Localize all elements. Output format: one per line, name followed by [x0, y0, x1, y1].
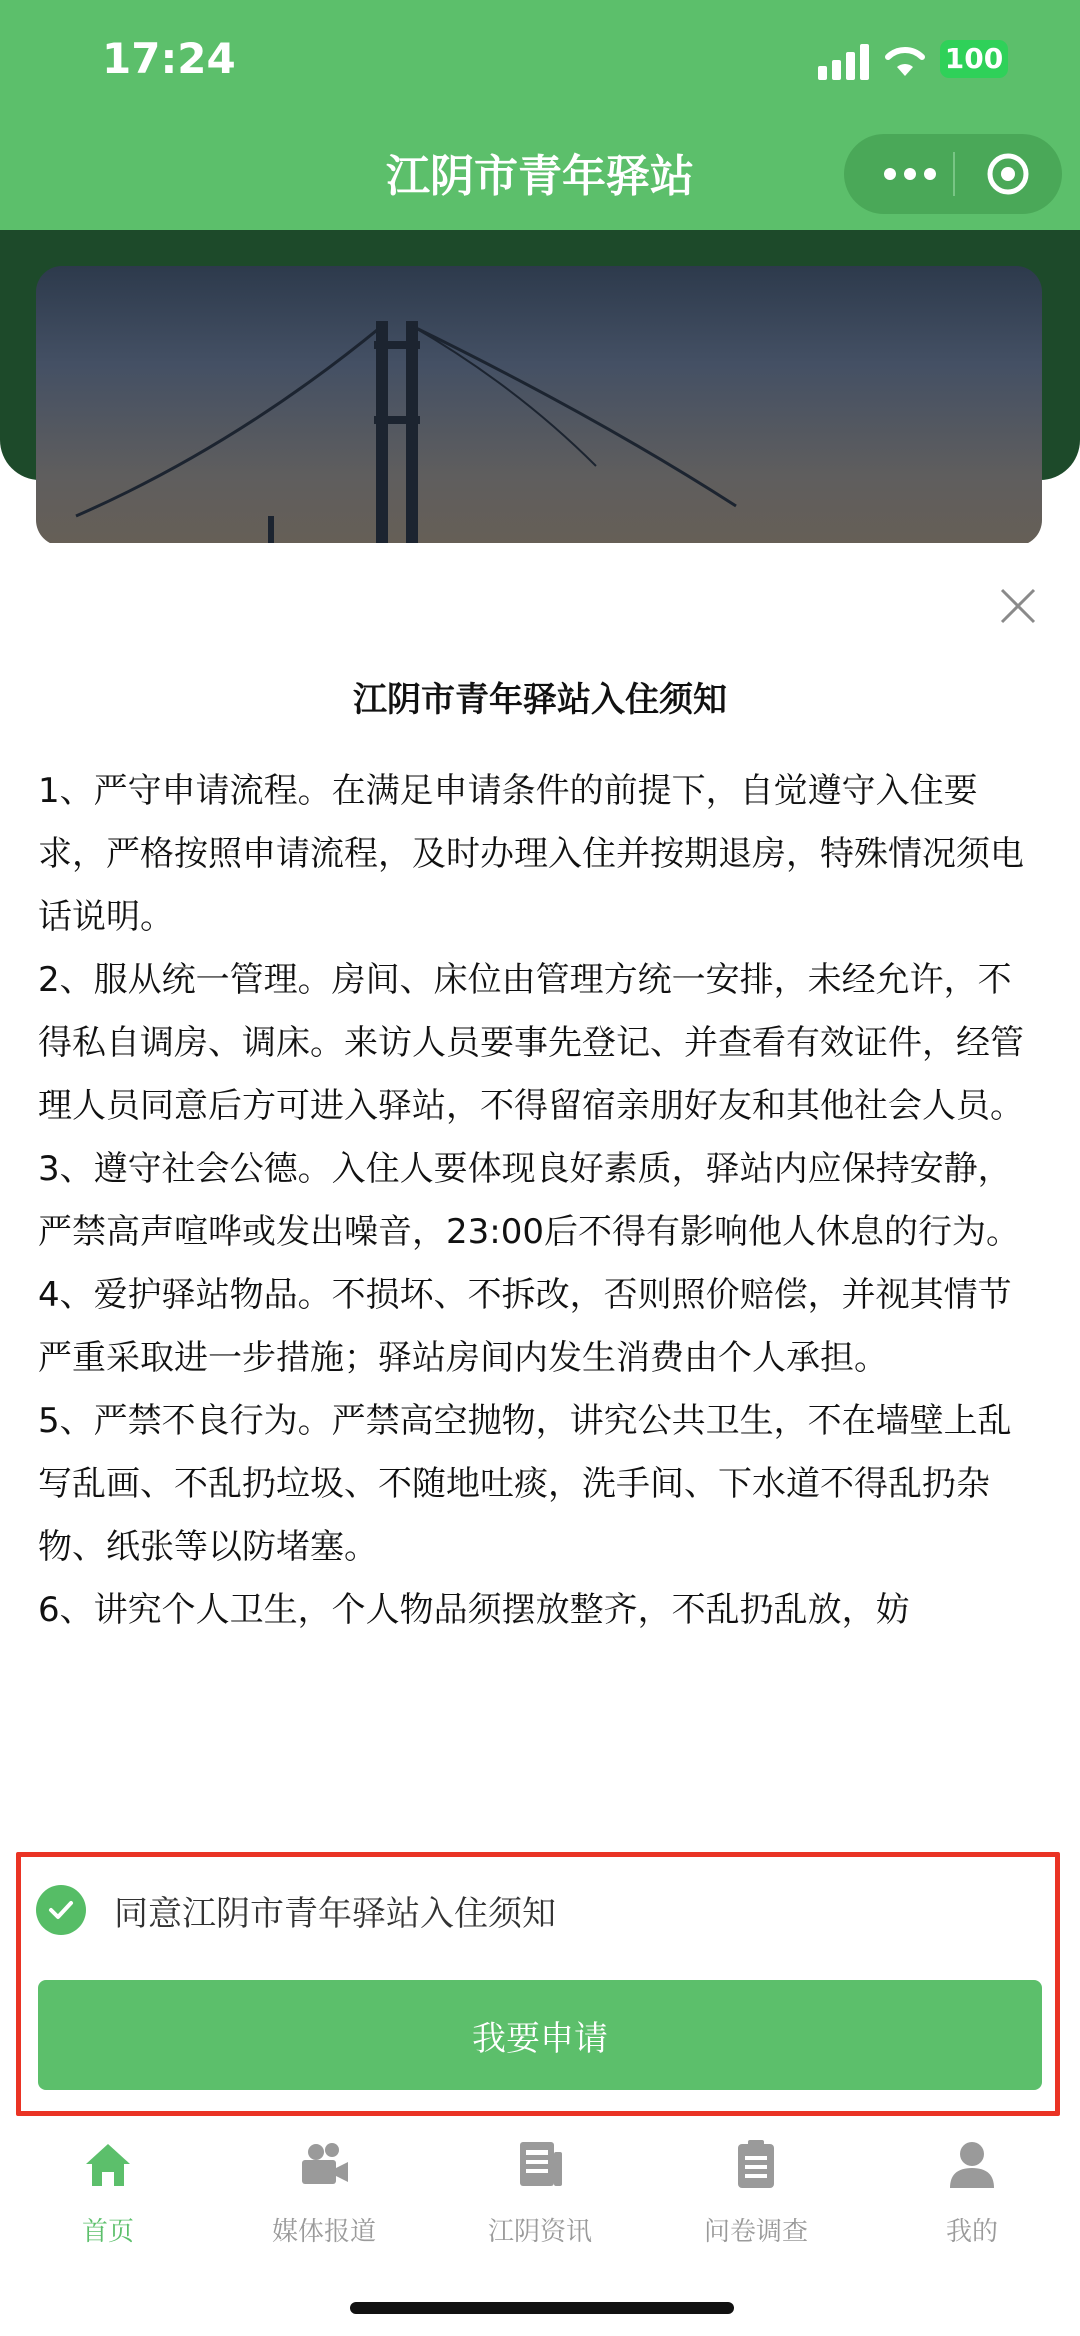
home-indicator [350, 2302, 734, 2314]
notice-paragraph: 2、服从统一管理。房间、床位由管理方统一安排，未经允许，不得私自调房、调床。来访人员要事先登记、并查看有效证件，经管理人员同意后方可进入驿站，不得留宿亲朋好友和其他社会人员。 [38, 960, 1024, 1126]
checked-icon[interactable] [36, 1885, 86, 1935]
bridge-illustration [36, 266, 1042, 546]
camera-icon [296, 2136, 352, 2192]
capsule-divider [953, 152, 955, 196]
clipboard-icon [728, 2136, 784, 2192]
notice-paragraph: 6、讲究个人卫生，个人物品须摆放整齐，不乱扔乱放，妨 [38, 1590, 910, 1630]
notice-content[interactable] [38, 760, 1042, 1810]
notice-paragraph: 1、严守申请流程。在满足申请条件的前提下，自觉遵守入住要求，严格按照申请流程，及时办理入住并按期退房，特殊情况须电话说明。 [38, 771, 1024, 937]
tab-label: 问卷调查 [703, 2217, 808, 2247]
agreement-label[interactable]: 同意江阴市青年驿站入住须知 [114, 1893, 556, 1934]
tab-label: 江阴资讯 [487, 2217, 592, 2247]
news-icon [512, 2136, 568, 2192]
notice-title: 江阴市青年驿站入住须知 [353, 680, 727, 720]
notice-paragraph: 3、遵守社会公德。入住人要体现良好素质，驿站内应保持安静，严禁高声喧哗或发出噪音，23:00后不得有影响他人休息的行为。 [38, 1149, 1020, 1252]
close-miniprogram-icon[interactable] [986, 152, 1030, 196]
battery-indicator: 100 [940, 40, 1008, 78]
user-icon [944, 2136, 1000, 2192]
tab-home[interactable] [0, 2136, 216, 2248]
home-icon [80, 2136, 136, 2192]
more-icon[interactable] [884, 168, 938, 182]
apply-button[interactable]: 我要申请 [38, 1980, 1042, 2090]
notice-paragraph: 5、严禁不良行为。严禁高空抛物，讲究公共卫生，不在墙壁上乱写乱画、不乱扔垃圾、不随地吐痰，洗手间、下水道不得乱扔杂物、纸张等以防堵塞。 [38, 1401, 1012, 1567]
miniprogram-capsule [844, 134, 1062, 214]
tab-news[interactable] [432, 2136, 648, 2248]
agreement-checkbox[interactable] [36, 1880, 556, 1940]
banner-image [36, 266, 1042, 546]
status-bar [0, 0, 1080, 120]
page-title: 江阴市青年驿站 [386, 151, 694, 202]
notice-paragraph: 4、爱护驿站物品。不损坏、不拆改，否则照价赔偿，并视其情节严重采取进一步措施；驿站房间内发生消费由个人承担。 [38, 1275, 1012, 1378]
tab-label: 首页 [81, 2217, 134, 2247]
signal-icon [818, 44, 870, 80]
status-time: 17:24 [102, 34, 236, 83]
tab-mine[interactable] [864, 2136, 1080, 2248]
tab-label: 我的 [945, 2217, 998, 2247]
wifi-icon [882, 38, 928, 80]
close-icon[interactable] [996, 584, 1040, 628]
tab-media[interactable] [216, 2136, 432, 2248]
tab-survey[interactable] [648, 2136, 864, 2248]
tab-label: 媒体报道 [271, 2217, 376, 2247]
